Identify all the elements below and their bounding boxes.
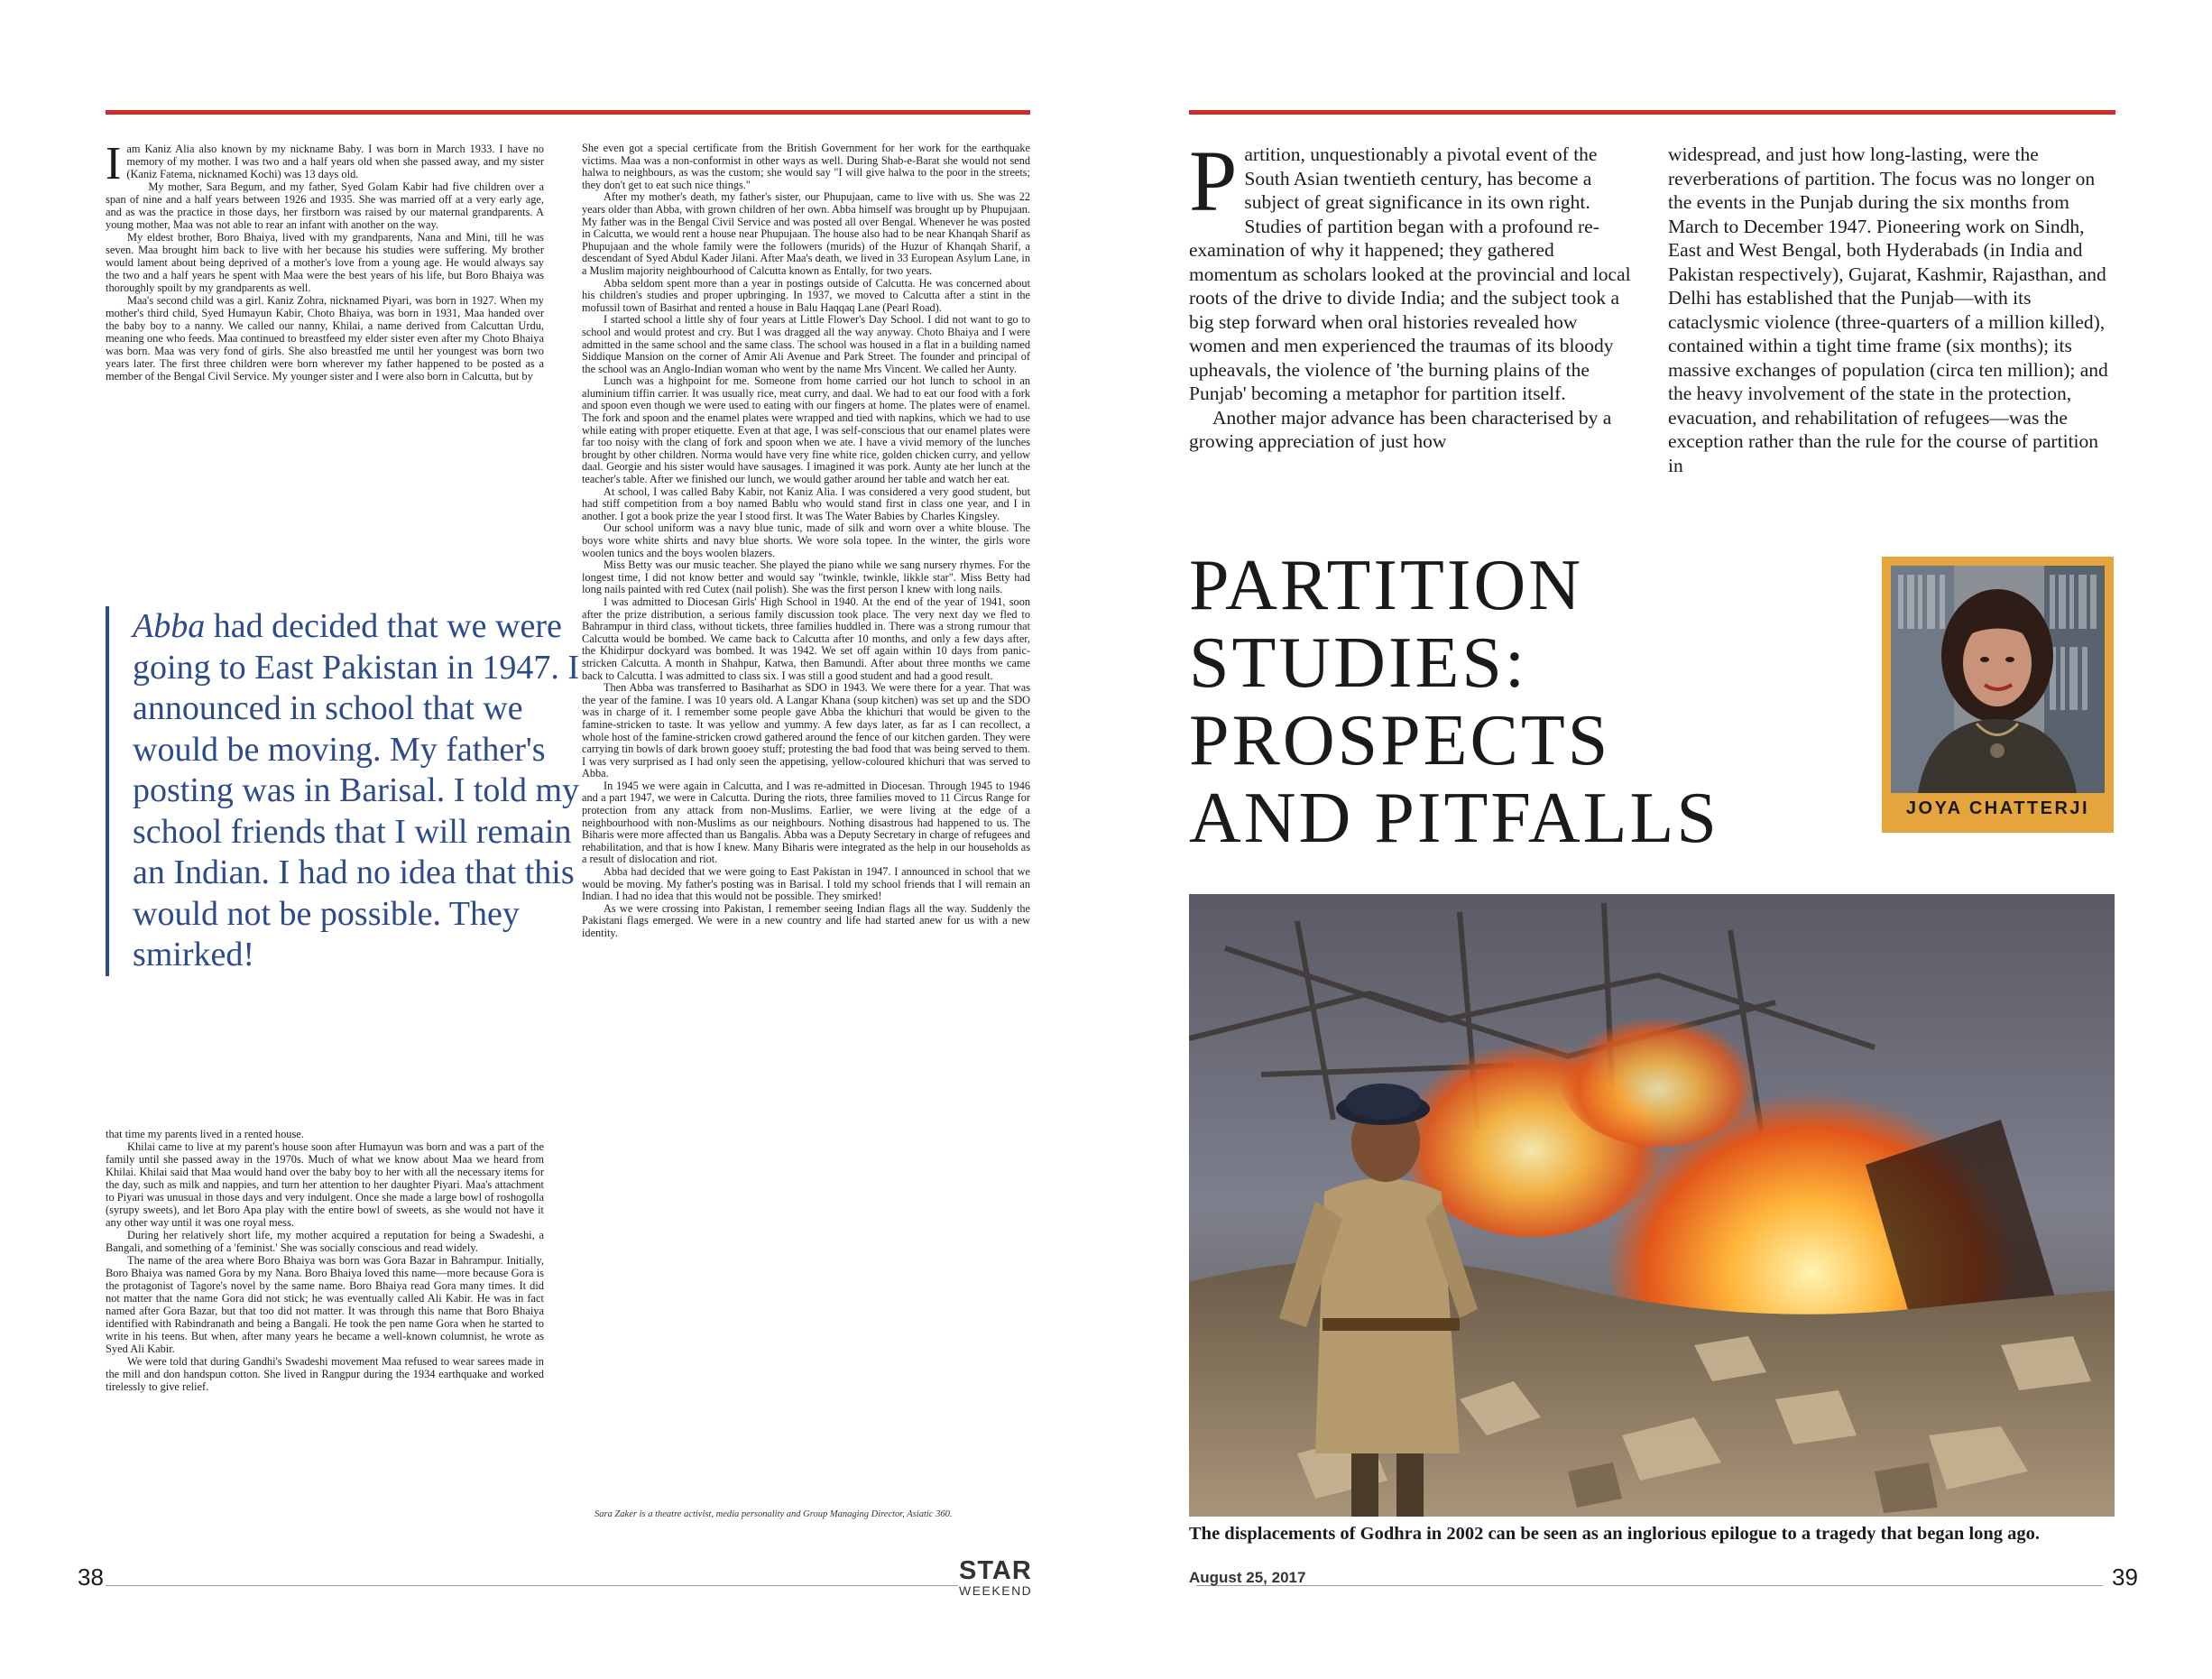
right-top-rule — [1189, 110, 2115, 115]
paragraph: Iam Kaniz Alia also known by my nickname Baby. I was born in March 1933. I have no memory of my mother. I was two and a half years old when she passed away, and my sister (Kaniz Fatema, nicknamed Kochi) was 13 days old. — [106, 138, 544, 189]
paragraph: At school, I was called Baby Kabir, not Kaniz Alia. I was considered a very good student, but had stiff competition from a boy named Bablu who would stand first in class one year, and I in another. I got a book prize the year I stood first. It was The Water Babies by Charles Kingsley. — [582, 484, 1030, 522]
paragraph: Maa's second child was a girl. Kaniz Zohra, nicknamed Piyari, was born in 1927. When my mother's third child, Syed Humayun Kabir, Choto Bhaiya, was born in 1931, Maa handed over the baby boy to a nanny. We called our nanny, Khilai, a name derived from Calcuttan Urdu, meaning one who feeds. Maa continued to breastfeed my elder sister even after my Choto Bhaiya was born. Maa was very fond of girls. She also breastfed me until her youngest was born two years later. The first three children were born wherever my father happened to be posted as a member of the Bengal Civil Service. My younger sister and I were also born in Calcutta, but by — [106, 294, 544, 383]
left-column-1-top — [106, 138, 544, 383]
paragraph: Then Abba was transferred to Basiharhat as SDO in 1943. We were there for a year. That was the year of the famine. I was 10 years old. A Langar Khana (soup kitchen) was set up and the SDO was in charge of it. I remember some people gave Abba the khichuri that would be given to the famine-stricken to taste. It was yellow and yummy. A few days later, as far as I can recollect, a whole host of the famine-stricken crowd gathered around the fence of our kitchen garden. They were carrying tin bowls of dark brown gooey stuff; protesting the bad food that was being served to them. I was very surprised as I had only seen the appetising, yellow-coloured khichuri that was served to Abba. — [582, 681, 1030, 780]
paragraph: I started school a little shy of four years at Little Flower's Day School. I did not want to go to school and would protest and cry. But I was dragged all the way anyway. Choto Bhaiya and I were admitted in the same school and the same class. The school was housed in a flat in a building named Siddique Mansion on the corner of Amir Ali Avenue and Park Street. The founder and principal of the school was an Anglo-Indian woman who went by the name Mrs Vincent. We called her Aunty. — [582, 313, 1030, 375]
intro-column-2 — [1668, 143, 2115, 477]
author-name: JOYA CHATTERJI — [1905, 798, 2090, 818]
author-credit: Sara Zaker is a theatre activist, media personality and Group Managing Director, Asiatic 360. — [594, 1509, 953, 1519]
paragraph: The name of the area where Boro Bhaiya was born was Gora Bazar in Bahrampur. Initially, Boro Bhaiya was named Gora by my Nana. Boro Bhaiya loved this name—more because Gora is the protagonist of Tagore's novel by the same name. Boro Bhaiya read Gora many times. It did not matter that the name Gora did not stick; he was eventually called Ali Kabir. He was in fact named after Gora Bazar, but that too did not matter. It was through this name that Boro Bhaiya identified with Rabindranath and being a Bangali. He took the pen name Gora when he started to write in his teens. But when, after many years he became a well-known columnist, he wrote as Syed Ali Kabir. — [106, 1254, 544, 1355]
star-weekend-logo — [959, 1558, 1031, 1597]
left-column-2 — [582, 143, 1030, 940]
paragraph: My mother, Sara Begum, and my father, Syed Golam Kabir had five children over a span of nine and a half years between 1926 and 1935. She was married off at a very early age, and as was the practice in those days, her firstborn was raised by our maternal grandparents. A young mother, Maa was not able to rear an infant with another on the way. — [106, 180, 544, 231]
left-footer-rule — [106, 1585, 958, 1586]
pull-quote — [106, 606, 602, 976]
paragraph: that time my parents lived in a rented house. — [106, 1128, 304, 1140]
right-footer-rule — [1196, 1585, 2103, 1586]
portrait-illustration — [1891, 566, 2105, 793]
paragraph: I was admitted to Diocesan Girls' High School in 1940. At the end of the year of 1941, soon after the prize distribution, a serious family discussion took place. The very next day we fled to Bahrampur in third class, without tickets, three families huddled in. There was a strong rumour that Calcutta would be bombed. We came back to Calcutta after 10 months, and only a few days after, the Khidirpur dockyard was bombed. It was 1942. We set off again within 10 days from panic-stricken Calcutta. A month in Shahpur, Katwa, then Bamundi. After about three months we came back to Calcutta. I was admitted to class six. I was still a good student and had a good result. — [582, 595, 1030, 682]
pull-quote-lead: Abba — [133, 607, 206, 645]
paragraph: My eldest brother, Boro Bhaiya, lived with my grandparents, Nana and Mini, till he was seven. Maa brought him back to live with her because his studies were suffering. My brother would lament about being deprived of a mother's love from a young age. He would always say the two and a half years he spent with Maa were the best years of his life, but Boro Bhaiya was thoroughly spoilt by my grandparents as well. — [106, 231, 544, 294]
paragraph: Lunch was a highpoint for me. Someone from home carried our hot lunch to school in an aluminium tiffin carrier. It was usually rice, meat curry, and daal. We had to eat our food with a fork and spoon even though we were used to eating with our fingers at home. The plates were of enamel. The fork and spoon and the enamel plates were wrapped and tied with napkins, which we had to use while eating with proper etiquette. Even at that age, I was self-conscious that our enamel plates were far too noisy with the clang of fork and spoon when we ate. I have a vivid memory of the lunches brought by other children. Norma would have very fine white rice, golden chicken curry, and yellow daal. Georgie and his sister would have sausages. I imagined it was pork. Aunty ate her lunch at the teacher's table. After we finished our lunch, we would gather around her table and watch her eat. — [582, 374, 1030, 486]
author-box — [1882, 557, 2114, 833]
left-top-rule — [106, 110, 1030, 115]
article-title — [1189, 547, 1719, 857]
article-photo — [1189, 894, 2115, 1517]
paragraph: Miss Betty was our music teacher. She played the piano while we sang nursery rhymes. For the longest time, I did not know better and would say "twinkle, twinkle, likkle star". Miss Betty had long nails painted with red Cutex (nail polish). She was the first person I knew with long nails. — [582, 558, 1030, 596]
issue-date: August 25, 2017 — [1189, 1569, 1306, 1586]
paragraph: In 1945 we were again in Calcutta, and I was re-admitted in Diocesan. Through 1945 to 1946 and a part 1947, we were in Calcutta. During the riots, three families moved to 11 Circus Range for protection from any attack from non-Muslims. Earlier, we were living at the edge of a neighbourhood with non-Muslims as our neighbours. Nothing disastrous had happened to us. The Biharis were more affected than us Bangalis. Abba was a Deputy Secretary in charge of refugees and rehabilitation, and that is how I knew. Many Biharis were integrated as the help in our households as a result of dislocation and riot. — [582, 779, 1030, 866]
photo-caption: The displacements of Godhra in 2002 can be seen as an inglorious epilogue to a tragedy that began long ago. — [1189, 1524, 2041, 1544]
pull-quote-text: had decided that we were going to East Pakistan in 1947. I announced in school that we would be moving. My father's posting was in Barisal. I told my school friends that I will remain an Indian. I had no idea that this would not be possible. They smirked! — [133, 607, 580, 973]
author-portrait — [1891, 566, 2105, 793]
fire-rubble-illustration — [1189, 894, 2115, 1517]
title-line: STUDIES: — [1189, 623, 1528, 703]
title-line: PARTITION — [1189, 546, 1584, 625]
page-number-right: 39 — [2112, 1564, 2138, 1591]
intro-column-1 — [1189, 133, 1633, 454]
paragraph: Our school uniform was a navy blue tunic, made of silk and worn over a white blouse. The boys wore white shirts and navy blue shorts. We wore sola topee. In the winter, the girls wore woolen tunics and the boys woolen blazers. — [582, 521, 1030, 559]
paragraph: During her relatively short life, my mother acquired a reputation for being a Swadeshi, a Bangali, and something of a 'feminist.' She was socially conscious and read widely. — [106, 1229, 544, 1254]
paragraph: Khilai came to live at my parent's house soon after Humayun was born and was a part of the family until she passed away in the 1970s. Much of what we know about Maa we heard from Khilai. Khilai said that Maa would hand over the baby boy to her with all the necessary items for the day, such as milk and nappies, and turn her attention to her daughter Piyari. Maa's attachment to Piyari was unusual in those days and very indulgent. Once she made a large bowl of roshogolla (syrupy sweets), and let Boro Apa play with the entire bowl of sweets, as she would not have it any other way until it was one royal mess. — [106, 1140, 544, 1229]
left-column-1-bottom — [106, 1128, 544, 1393]
paragraph: Abba had decided that we were going to East Pakistan in 1947. I announced in school that we would be moving. My father's posting was in Barisal. I told my school friends that I will remain an Indian. I had no idea that this would not be possible. They smirked! — [582, 865, 1030, 903]
paragraph: She even got a special certificate from the British Government for her work for the earthquake victims. Maa was a non-conformist in other ways as well. During Shab-e-Barat she would not send halwa to neighbours, as was the custom; she would say "I will give halwa to the poor in the streets; they don't get to eat such nice things." — [582, 142, 1030, 191]
paragraph: Another major advance has been characterised by a growing appreciation of just how — [1189, 406, 1612, 452]
logo-star: STAR — [959, 1556, 1032, 1585]
paragraph: We were told that during Gandhi's Swadeshi movement Maa refused to wear sarees made in the mill and don handspun cotton. She lived in Rangpur during the 1934 earthquake and worked tirelessly to give relief. — [106, 1355, 544, 1393]
paragraph: As we were crossing into Pakistan, I remember seeing Indian flags all the way. Suddenly the Pakistani flags emerged. We were in a new country and life had started anew for us with a new identity. — [582, 901, 1030, 939]
logo-weekend: WEEKEND — [959, 1583, 1033, 1598]
paragraph: Partition, unquestionably a pivotal event of the South Asian twentieth century, has become a subject of great significance in its own right. Studies of partition began with a profound re-examination of why it happened; they gathered momentum as scholars looked at the provincial and local roots of the drive to divide India; and the subject took a big step forward when oral histories revealed how women and men experienced the traumas of its bloody upheavals, the violence of 'the burning plains of the Punjab' becoming a metaphor for partition itself. — [1189, 133, 1631, 404]
drop-cap: P — [1189, 133, 1238, 229]
title-line: PROSPECTS — [1189, 701, 1611, 780]
paragraph: After my mother's death, my father's sister, our Phupujaan, came to live with us. She was 22 years older than Abba, with grown children of her own. Abba himself was brought up by Phupujaan. My father was in the Bengal Civil Service and was posted all over Bengal. Whenever he was posted in Calcutta, we would rent a house near Phupujaan. The house also had to be near Khanqah Sharif as Phupujaan and the whole family were the followers (murids) of the Huzur of Khanqah Sharif, a descendant of Syed Abdul Kader Jilani. After Maa's death, we lived in 33 European Asylum Lane, in a Muslim majority neighbourhood of Calcutta known as Entally, for two years. — [582, 190, 1030, 277]
title-line: AND PITFALLS — [1189, 779, 1719, 858]
page-number-left: 38 — [78, 1564, 104, 1591]
paragraph: Abba seldom spent more than a year in postings outside of Calcutta. He was concerned about his children's studies and proper upbringing. In 1937, we moved to Calcutta after a stint in the mofussil town of Basirhat and rented a house in Balu Haqqaq Lane (Pearl Road). — [582, 276, 1030, 314]
drop-cap: I — [106, 138, 122, 189]
paragraph: widespread, and just how long-lasting, were the reverberations of partition. The focus was no longer on the events in the Punjab during the six months from March to December 1947. Pioneering work on Sindh, East and West Bengal, both Hyderabads (in India and Pakistan respectively), Gujarat, Kashmir, Rajasthan, and Delhi has established that the Punjab—with its cataclysmic violence (three-quarters of a million killed), contained within a tight time frame (six months); its massive exchanges of population (circa ten million); and the heavy involvement of the state in the protection, evacuation, and rehabilitation of refugees—was the exception rather than the rule for the course of partition in — [1668, 143, 2108, 476]
